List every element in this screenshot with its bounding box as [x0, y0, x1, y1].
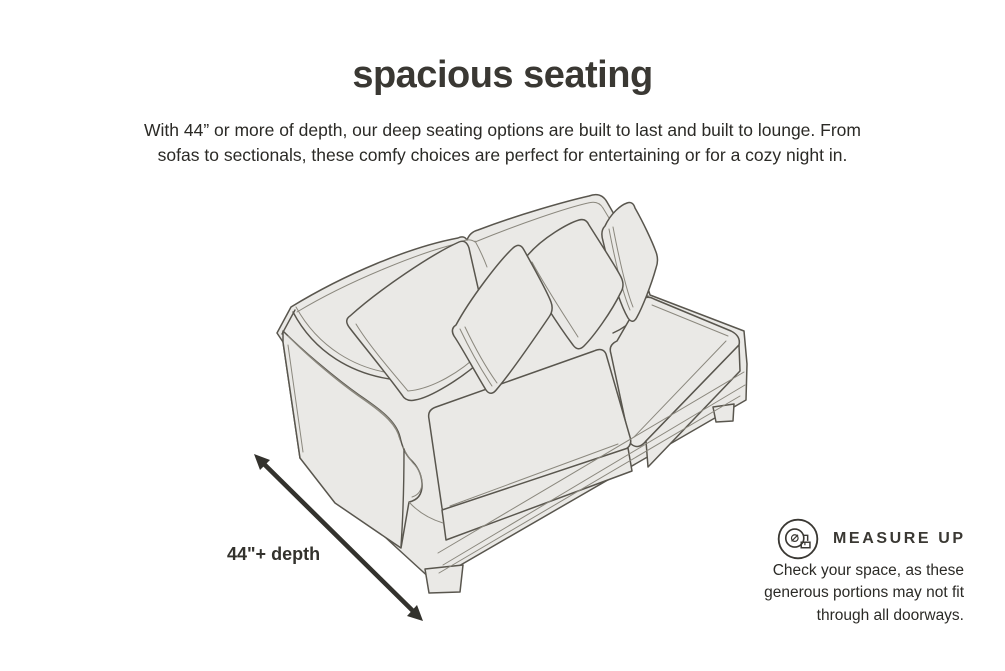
- sofa-right-leg: [713, 404, 734, 422]
- note-line-3: through all doorways.: [816, 606, 964, 624]
- page-title: spacious seating: [352, 54, 653, 96]
- sofa-front-leg: [425, 565, 463, 593]
- dimension-label: 44"+ depth: [227, 544, 321, 564]
- description-line-2: sofas to sectionals, these comfy choices are perfect for entertaining or for a cozy night in.: [157, 144, 848, 165]
- tape-measure-icon: [775, 516, 821, 562]
- description-line-1: With 44” or more of depth, our deep seating options are built to last and built to lounge. From: [144, 120, 861, 140]
- measure-up-note: [746, 560, 964, 627]
- note-line-2: generous portions may not fit: [764, 584, 964, 602]
- measure-up-title: MEASURE UP: [833, 530, 966, 547]
- sofa-illustration: [277, 195, 747, 593]
- note-line-1: Check your space, as these: [772, 562, 964, 579]
